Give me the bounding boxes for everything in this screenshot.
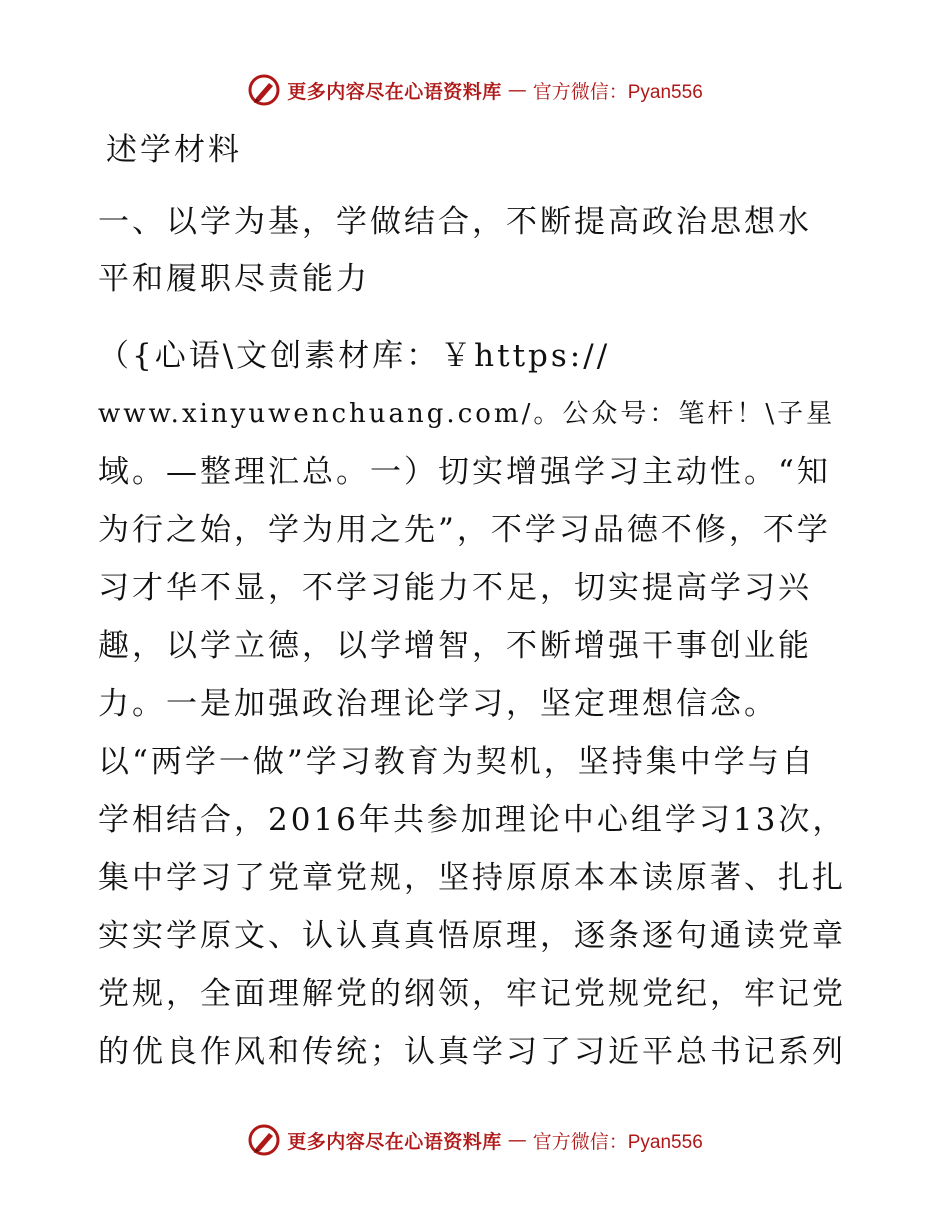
document-title: 述学材料 [106, 132, 242, 168]
pen-logo-icon [247, 73, 281, 107]
banner-wechat: 官方微信：Pyan556 [532, 1131, 703, 1153]
text-line: 的优良作风和传统；认真学习了习近平总书记系列 [98, 1034, 846, 1070]
text-line: 集中学习了党章党规，坚持原原本本读原著、扎扎 [98, 860, 846, 896]
text-line: 实实学原文、认认真真悟原理，逐条逐句通读党章 [98, 918, 846, 954]
footer-banner [0, 1120, 950, 1160]
banner-separator: — [507, 1129, 527, 1151]
header-banner [0, 70, 950, 110]
banner-wechat: 官方微信：Pyan556 [532, 81, 703, 103]
text-line: 平和履职尽责能力 [98, 261, 370, 297]
text-line: 一、以学为基，学做结合，不断提高政治思想水 [98, 204, 812, 240]
text-line: 习才华不显，不学习能力不足，切实提高学习兴 [98, 570, 812, 606]
text-line: 为行之始，学为用之先”，不学习品德不修，不学 [98, 512, 831, 548]
banner-separator: — [507, 79, 527, 101]
text-line: www.xinyuwenchuang.com/。公众号：笔杆！\子星 [98, 399, 836, 429]
text-line: 力。一是加强政治理论学习，坚定理想信念。 [98, 686, 778, 722]
banner-text: 更多内容尽在心语资料库 [287, 80, 502, 103]
pen-logo-icon [247, 1123, 281, 1157]
text-line: 党规，全面理解党的纲领，牢记党规党纪，牢记党 [98, 976, 846, 1012]
text-line: 趣，以学立德，以学增智，不断增强干事创业能 [98, 628, 812, 664]
banner-text: 更多内容尽在心语资料库 [287, 1130, 502, 1153]
text-line: 以“两学一做”学习教育为契机，坚持集中学与自 [98, 744, 816, 780]
text-line: 域。—整理汇总。一）切实增强学习主动性。“知 [98, 454, 831, 490]
text-line: 学相结合，2016年共参加理论中心组学习13次， [98, 802, 847, 838]
text-line: （{心语\文创素材库：￥https:// [98, 338, 611, 374]
